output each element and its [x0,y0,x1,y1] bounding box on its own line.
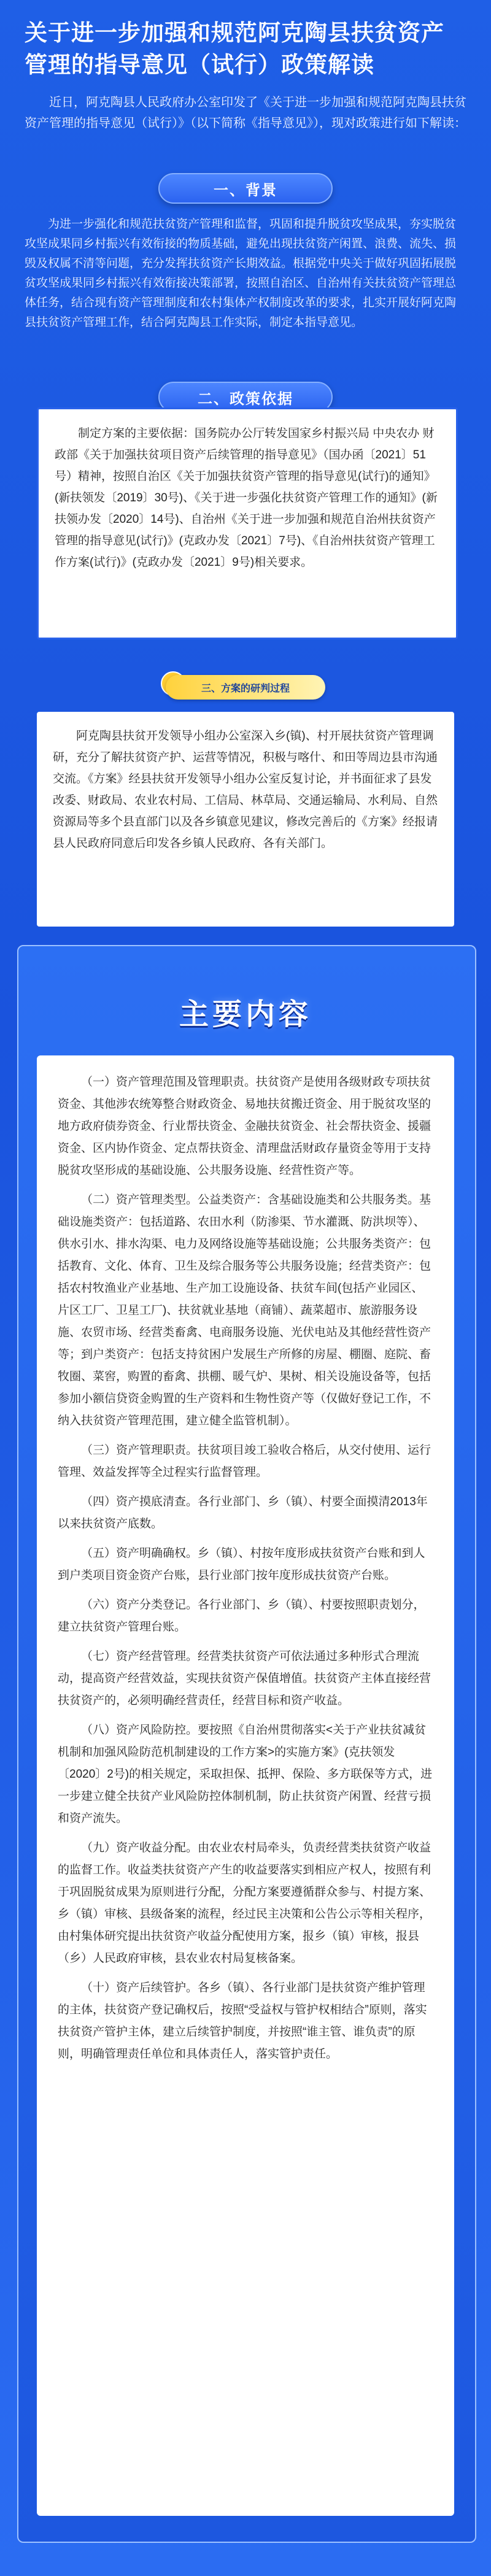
main-paragraph: （三）资产管理职责。扶贫项目竣工验收合格后，从交付使用、运行管理、效益发挥等全过程实行监督管理。 [58,1444,431,1479]
main-paragraph: （四）资产摸底清查。各行业部门、乡（镇）、村要全面摸清2013年以来扶贫资产底数。 [58,1495,428,1530]
main-paragraph: （八）资产风险防控。要按照《自治州贯彻落实<关于产业扶贫减贫机制和加强风险防范机制建设的工作方案>的实施方案》(克扶领发〔2020〕2号)的相关规定，采取担保、抵押、保险、多方联保等方式，进一步建立健全扶贫产业风险防控体制机制，防止扶贫资产闲置、经营亏损和资产流失。 [58,1724,433,1825]
main-paragraph: （七）资产经营管理。经营类扶贫资产可依法通过多种形式合理流动，提高资产经营效益，实现扶贫资产保值增值。扶贫资产主体直接经营扶贫资产的，必须明确经营责任，经营目标和资产收益。 [58,1650,431,1707]
section-policy-basis-label: 二、政策依据 [158,382,333,412]
main-paragraph: （六）资产分类登记。各行业部门、乡（镇）、村要按照职责划分，建立扶贫资产管理台账。 [58,1598,425,1633]
policy-basis-card [37,407,458,639]
main-content-card [37,1055,454,2516]
main-content-heading: 主要内容 [179,998,312,1031]
main-paragraph: （九）资产收益分配。由农业农村局牵头，负责经营类扶贫资产收益的监督工作。收益类扶贫资产产生的收益要落实到相应产权人，按照有利于巩固脱贫成果为原则进行分配，分配方案要遵循群众参与、村提方案、乡（镇）审核、县级备案的流程，经过民主决策和公告公示等相关程序，由村集体研究提出扶贫资产收益分配使用方案，报乡（镇）审核，报县（乡）人民政府审核，县农业农村局复核备案。 [58,1841,431,1965]
section-background-text: 为进一步强化和规范扶贫资产管理和监督，巩固和提升脱贫攻坚成果，夯实脱贫攻坚成果同乡村振兴有效衔接的物质基础，避免出现扶贫资产闲置、浪费、流失、损毁及权属不清等问题，充分发挥扶贫资产长期效益。根据党中央关于做好巩固拓展脱贫攻坚成果同乡村振兴有效衔接决策部署，按照自治区、自治州有关扶贫资产管理总体任务，结合现有资产管理制度和农村集体产权制度改革的要求，扎实开展好阿克陶县扶贫资产管理工作，结合阿克陶县工作实际，制定本指导意见。 [25,218,457,329]
research-text: 阿克陶县扶贫开发领导小组办公室深入乡(镇)、村开展扶贫资产管理调研，充分了解扶贫资产护、运营等情况，积极与喀什、和田等周边县市沟通交流。《方案》经县扶贫开发领导小组办公室反复讨论，并书面征求了县发改委、财政局、农业农村局、工信局、林草局、交通运输局、水利局、自然资源局等多个县直部门以及各乡镇意见建议，修改完善后的《方案》经报请县人民政府同意后印发各乡镇人民政府、各有关部门。 [53,730,438,850]
main-paragraph: （一）资产管理范围及管理职责。扶贫资产是使用各级财政专项扶贫资金、其他涉农统筹整合财政资金、易地扶贫搬迁资金、用于脱贫攻坚的地方政府债券资金、行业帮扶资金、金融扶贫资金、社会帮扶资金、援疆资金、区内协作资金、定点帮扶资金、清理盘活财政存量资金等用于支持脱贫攻坚形成的基础设施、公共服务设施、经营性资产等。 [58,1076,431,1177]
page-title: 关于进一步加强和规范阿克陶县扶贫资产管理的指导意见（试行）政策解读 [25,20,444,77]
policy-basis-text: 制定方案的主要依据：国务院办公厅转发国家乡村振兴局 中央农办 财政部《关于加强扶贫项目资产后续管理的指导意见》（国办函〔2021〕51号）精神，按照自治区《关于加强扶贫资产管理的指导意见(试行)的通知》(新扶领发〔2019〕30号)、《关于进一步强化扶贫资产管理工作的通知》(新扶领办发〔2020〕14号)、自治州《关于进一步加强和规范自治州扶贫资产管理的指导意见(试行)》(克政办发〔2021〕7号)、《自治州扶贫资产管理工作方案(试行)》(克政办发〔2021〕9号)相关要求。 [55,427,438,569]
main-paragraph: （十）资产后续管护。各乡（镇）、各行业部门是扶贫资产维护管理的主体，扶贫资产登记确权后，按照“受益权与管护权相结合”原则，落实扶贫资产管护主体，建立后续管护制度，并按照“谁主管、谁负责”的原则，明确管理责任单位和具体责任人，落实管护责任。 [58,1981,427,2061]
research-card [37,712,454,927]
main-paragraph: （五）资产明确确权。乡（镇）、村按年度形成扶贫资产台账和到人到户类项目资金资产台账，县行业部门按年度形成扶贫资产台账。 [58,1547,425,1582]
intro-paragraph: 近日，阿克陶县人民政府办公室印发了《关于进一步加强和规范阿克陶县扶贫资产管理的指导意见（试行）》（以下简称《指导意见》），现对政策进行如下解读： [25,96,466,130]
main-paragraph: （二）资产管理类型。公益类资产：含基础设施类和公共服务类。基础设施类资产：包括道路、农田水利（防渗渠、节水灌溉、防洪坝等）、供水引水、排水沟渠、电力及网络设施等基础设施；公共服务类资产：包括教育、文化、体育、卫生及综合服务等公共服务设施；经营类资产：包括农村牧渔业产业基地、生产加工设施设备、扶贫车间(包括产业园区、片区工厂、卫星工厂)、扶贫就业基地（商铺）、蔬菜超市、旅游服务设施、农贸市场、经营类畜禽、电商服务设施、光伏电站及其他经营性资产等；到户类资产：包括支持贫困户发展生产所修的房屋、棚圈、庭院、畜牧圈、菜窖，购置的畜禽、拱棚、暖气炉、果树、相关设施设备等，包括参加小额信贷资金购置的生产资料和生物性资产等（仅做好登记工作，不纳入扶贫资产管理范围，建立健全监管机制）。 [58,1194,431,1427]
section-research-label: 三、方案的研判过程 [166,675,325,700]
section-background-label: 一、背景 [158,173,333,204]
